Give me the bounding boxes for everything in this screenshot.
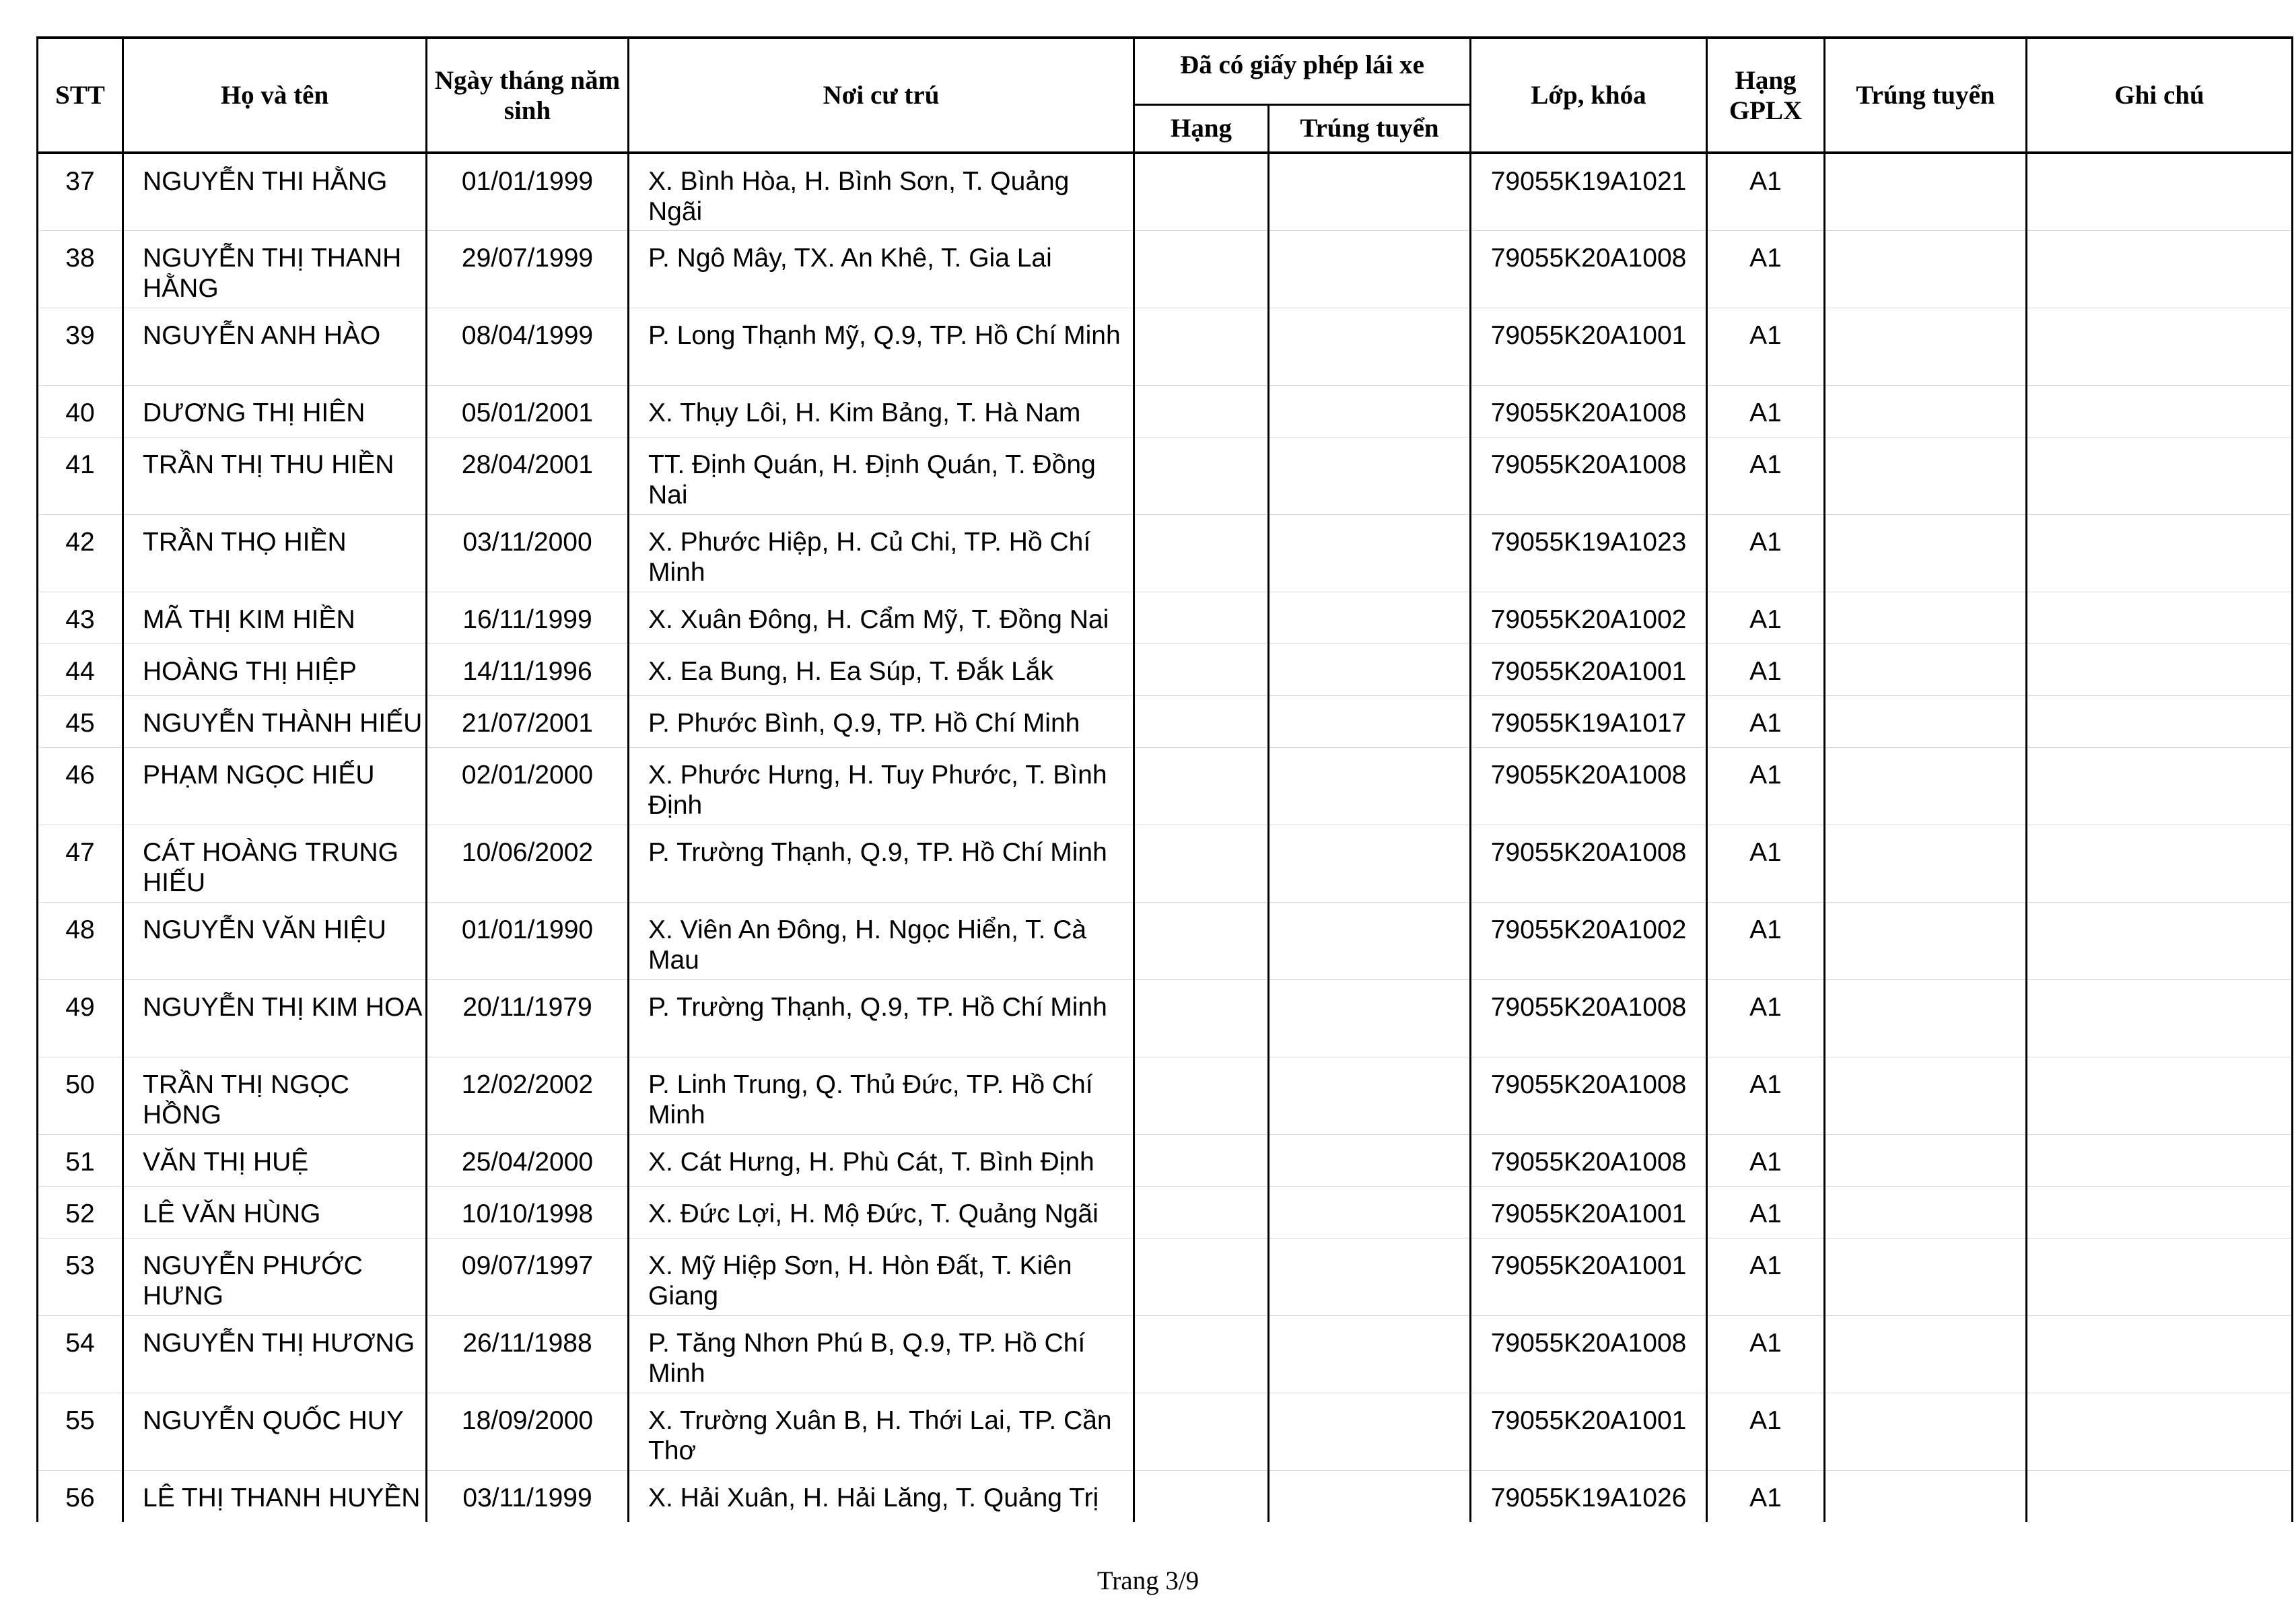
- row-stt: 44: [38, 643, 123, 695]
- row-class-course: 79055K19A1023: [1471, 514, 1707, 592]
- row-gplx-class: A1: [1707, 514, 1825, 592]
- row-residence: X. Mỹ Hiệp Sơn, H. Hòn Đất, T. Kiên Giang: [629, 1238, 1134, 1315]
- row-name: NGUYỄN VĂN HIỆU: [123, 902, 427, 979]
- row-class-course: 79055K20A1001: [1471, 1238, 1707, 1315]
- row-stt: 52: [38, 1186, 123, 1238]
- row-residence: X. Trường Xuân B, H. Thới Lai, TP. Cần Thơ: [629, 1393, 1134, 1470]
- row-dob: 05/01/2001: [427, 385, 629, 437]
- row-notes: [2027, 643, 2293, 695]
- row-stt: 40: [38, 385, 123, 437]
- header-name: Họ và tên: [123, 38, 427, 153]
- row-residence: X. Hải Xuân, H. Hải Lăng, T. Quảng Trị: [629, 1470, 1134, 1522]
- row-passed: [1825, 514, 2027, 592]
- row-class-course: 79055K20A1008: [1471, 437, 1707, 514]
- row-residence: P. Trường Thạnh, Q.9, TP. Hồ Chí Minh: [629, 825, 1134, 902]
- row-license-class: [1134, 230, 1269, 308]
- row-license-passed: [1269, 437, 1471, 514]
- row-license-passed: [1269, 514, 1471, 592]
- row-notes: [2027, 437, 2293, 514]
- table-row: [38, 1315, 2293, 1393]
- row-stt: 53: [38, 1238, 123, 1315]
- row-stt: 49: [38, 979, 123, 1057]
- row-notes: [2027, 1238, 2293, 1315]
- row-dob: 02/01/2000: [427, 747, 629, 825]
- table-row: [38, 1393, 2293, 1470]
- row-stt: 48: [38, 902, 123, 979]
- row-notes: [2027, 1186, 2293, 1238]
- row-gplx-class: A1: [1707, 1470, 1825, 1522]
- row-name: TRẦN THỊ THU HIỀN: [123, 437, 427, 514]
- row-passed: [1825, 153, 2027, 230]
- row-dob: 10/06/2002: [427, 825, 629, 902]
- row-name: PHẠM NGỌC HIẾU: [123, 747, 427, 825]
- row-gplx-class: A1: [1707, 1238, 1825, 1315]
- row-stt: 54: [38, 1315, 123, 1393]
- row-residence: X. Thụy Lôi, H. Kim Bảng, T. Hà Nam: [629, 385, 1134, 437]
- header-dob: Ngày tháng năm sinh: [427, 38, 629, 153]
- row-passed: [1825, 592, 2027, 643]
- row-passed: [1825, 230, 2027, 308]
- row-class-course: 79055K20A1008: [1471, 979, 1707, 1057]
- header-stt: STT: [38, 38, 123, 153]
- row-passed: [1825, 643, 2027, 695]
- row-license-class: [1134, 825, 1269, 902]
- row-class-course: 79055K20A1008: [1471, 1057, 1707, 1134]
- row-dob: 16/11/1999: [427, 592, 629, 643]
- table-row: [38, 153, 2293, 230]
- row-passed: [1825, 825, 2027, 902]
- row-dob: 25/04/2000: [427, 1134, 629, 1186]
- table-row: [38, 643, 2293, 695]
- row-license-passed: [1269, 825, 1471, 902]
- row-name: NGUYỄN THỊ HƯƠNG: [123, 1315, 427, 1393]
- row-name: CÁT HOÀNG TRUNG HIẾU: [123, 825, 427, 902]
- row-license-class: [1134, 437, 1269, 514]
- row-name: LÊ THỊ THANH HUYỀN: [123, 1470, 427, 1522]
- header-residence: Nơi cư trú: [629, 38, 1134, 153]
- table-row: [38, 1186, 2293, 1238]
- row-class-course: 79055K20A1008: [1471, 385, 1707, 437]
- table-row: [38, 437, 2293, 514]
- row-passed: [1825, 1315, 2027, 1393]
- row-license-class: [1134, 592, 1269, 643]
- table-row: [38, 230, 2293, 308]
- row-dob: 08/04/1999: [427, 308, 629, 385]
- row-license-passed: [1269, 385, 1471, 437]
- row-notes: [2027, 747, 2293, 825]
- row-license-class: [1134, 153, 1269, 230]
- row-dob: 01/01/1999: [427, 153, 629, 230]
- row-name: DƯƠNG THỊ HIÊN: [123, 385, 427, 437]
- row-passed: [1825, 695, 2027, 747]
- table-body: [38, 153, 2293, 1522]
- row-dob: 03/11/1999: [427, 1470, 629, 1522]
- row-name: LÊ VĂN HÙNG: [123, 1186, 427, 1238]
- row-gplx-class: A1: [1707, 747, 1825, 825]
- row-residence: P. Ngô Mây, TX. An Khê, T. Gia Lai: [629, 230, 1134, 308]
- row-class-course: 79055K20A1008: [1471, 1134, 1707, 1186]
- table-row: [38, 902, 2293, 979]
- row-class-course: 79055K20A1008: [1471, 825, 1707, 902]
- row-dob: 18/09/2000: [427, 1393, 629, 1470]
- row-name: MÃ THỊ KIM HIỀN: [123, 592, 427, 643]
- row-notes: [2027, 825, 2293, 902]
- row-license-passed: [1269, 1315, 1471, 1393]
- row-license-class: [1134, 747, 1269, 825]
- row-license-passed: [1269, 747, 1471, 825]
- table-row: [38, 747, 2293, 825]
- row-gplx-class: A1: [1707, 592, 1825, 643]
- row-passed: [1825, 1393, 2027, 1470]
- table-header: [38, 38, 2293, 153]
- row-stt: 47: [38, 825, 123, 902]
- header-notes: Ghi chú: [2027, 38, 2293, 153]
- row-residence: X. Ea Bung, H. Ea Súp, T. Đắk Lắk: [629, 643, 1134, 695]
- row-residence: P. Linh Trung, Q. Thủ Đức, TP. Hồ Chí Minh: [629, 1057, 1134, 1134]
- row-passed: [1825, 1238, 2027, 1315]
- row-residence: X. Viên An Đông, H. Ngọc Hiển, T. Cà Mau: [629, 902, 1134, 979]
- row-name: NGUYỄN QUỐC HUY: [123, 1393, 427, 1470]
- row-gplx-class: A1: [1707, 902, 1825, 979]
- row-license-class: [1134, 1057, 1269, 1134]
- row-license-class: [1134, 1238, 1269, 1315]
- row-license-passed: [1269, 979, 1471, 1057]
- row-class-course: 79055K19A1021: [1471, 153, 1707, 230]
- row-name: NGUYỄN THÀNH HIẾU: [123, 695, 427, 747]
- row-residence: X. Phước Hưng, H. Tuy Phước, T. Bình Định: [629, 747, 1134, 825]
- row-notes: [2027, 1470, 2293, 1522]
- row-class-course: 79055K20A1002: [1471, 902, 1707, 979]
- row-license-passed: [1269, 1186, 1471, 1238]
- row-residence: P. Phước Bình, Q.9, TP. Hồ Chí Minh: [629, 695, 1134, 747]
- row-dob: 10/10/1998: [427, 1186, 629, 1238]
- row-gplx-class: A1: [1707, 437, 1825, 514]
- row-gplx-class: A1: [1707, 1057, 1825, 1134]
- row-license-class: [1134, 385, 1269, 437]
- row-residence: P. Tăng Nhơn Phú B, Q.9, TP. Hồ Chí Minh: [629, 1315, 1134, 1393]
- row-license-class: [1134, 514, 1269, 592]
- header-passed: Trúng tuyển: [1825, 38, 2027, 153]
- row-class-course: 79055K20A1001: [1471, 643, 1707, 695]
- row-dob: 21/07/2001: [427, 695, 629, 747]
- row-license-class: [1134, 1186, 1269, 1238]
- row-license-passed: [1269, 153, 1471, 230]
- row-stt: 38: [38, 230, 123, 308]
- row-license-passed: [1269, 1134, 1471, 1186]
- row-passed: [1825, 1134, 2027, 1186]
- row-gplx-class: A1: [1707, 1134, 1825, 1186]
- row-class-course: 79055K19A1026: [1471, 1470, 1707, 1522]
- row-residence: P. Long Thạnh Mỹ, Q.9, TP. Hồ Chí Minh: [629, 308, 1134, 385]
- row-license-passed: [1269, 902, 1471, 979]
- row-class-course: 79055K20A1001: [1471, 1186, 1707, 1238]
- table-row: [38, 308, 2293, 385]
- row-residence: X. Đức Lợi, H. Mộ Đức, T. Quảng Ngãi: [629, 1186, 1134, 1238]
- row-name: NGUYỄN THỊ KIM HOA: [123, 979, 427, 1057]
- row-license-passed: [1269, 1393, 1471, 1470]
- row-stt: 42: [38, 514, 123, 592]
- row-passed: [1825, 747, 2027, 825]
- row-class-course: 79055K20A1001: [1471, 308, 1707, 385]
- row-license-class: [1134, 308, 1269, 385]
- row-license-passed: [1269, 1470, 1471, 1522]
- row-license-class: [1134, 979, 1269, 1057]
- row-license-class: [1134, 1134, 1269, 1186]
- row-residence: X. Xuân Đông, H. Cẩm Mỹ, T. Đồng Nai: [629, 592, 1134, 643]
- table-row: [38, 825, 2293, 902]
- header-class-course: Lớp, khóa: [1471, 38, 1707, 153]
- table-row: [38, 979, 2293, 1057]
- header-license-passed: Trúng tuyển: [1269, 104, 1471, 153]
- row-stt: 55: [38, 1393, 123, 1470]
- row-stt: 41: [38, 437, 123, 514]
- row-passed: [1825, 1186, 2027, 1238]
- row-dob: 12/02/2002: [427, 1057, 629, 1134]
- row-gplx-class: A1: [1707, 825, 1825, 902]
- row-license-passed: [1269, 695, 1471, 747]
- row-class-course: 79055K20A1002: [1471, 592, 1707, 643]
- header-license-group: Đã có giấy phép lái xe: [1134, 38, 1471, 104]
- table-row: [38, 1470, 2293, 1522]
- row-dob: 03/11/2000: [427, 514, 629, 592]
- row-passed: [1825, 1470, 2027, 1522]
- row-stt: 37: [38, 153, 123, 230]
- row-stt: 39: [38, 308, 123, 385]
- row-license-passed: [1269, 230, 1471, 308]
- row-class-course: 79055K20A1008: [1471, 747, 1707, 825]
- row-license-class: [1134, 695, 1269, 747]
- row-class-course: 79055K20A1008: [1471, 1315, 1707, 1393]
- row-dob: 29/07/1999: [427, 230, 629, 308]
- row-notes: [2027, 1134, 2293, 1186]
- row-name: NGUYỄN THỊ THANH HẰNG: [123, 230, 427, 308]
- header-license-class: Hạng: [1134, 104, 1269, 153]
- table-row: [38, 1134, 2293, 1186]
- row-passed: [1825, 1057, 2027, 1134]
- row-gplx-class: A1: [1707, 230, 1825, 308]
- row-dob: 20/11/1979: [427, 979, 629, 1057]
- row-passed: [1825, 979, 2027, 1057]
- row-notes: [2027, 902, 2293, 979]
- row-stt: 46: [38, 747, 123, 825]
- row-dob: 14/11/1996: [427, 643, 629, 695]
- roster-table: [36, 36, 2293, 1522]
- row-notes: [2027, 308, 2293, 385]
- row-notes: [2027, 695, 2293, 747]
- row-residence: P. Trường Thạnh, Q.9, TP. Hồ Chí Minh: [629, 979, 1134, 1057]
- row-dob: 01/01/1990: [427, 902, 629, 979]
- row-stt: 56: [38, 1470, 123, 1522]
- row-license-passed: [1269, 1238, 1471, 1315]
- row-name: NGUYỄN ANH HÀO: [123, 308, 427, 385]
- row-passed: [1825, 308, 2027, 385]
- row-stt: 51: [38, 1134, 123, 1186]
- table-row: [38, 592, 2293, 643]
- row-gplx-class: A1: [1707, 1393, 1825, 1470]
- row-license-class: [1134, 1315, 1269, 1393]
- row-notes: [2027, 979, 2293, 1057]
- row-name: VĂN THỊ HUỆ: [123, 1134, 427, 1186]
- row-class-course: 79055K20A1001: [1471, 1393, 1707, 1470]
- row-notes: [2027, 1393, 2293, 1470]
- row-notes: [2027, 592, 2293, 643]
- table-row: [38, 695, 2293, 747]
- row-gplx-class: A1: [1707, 153, 1825, 230]
- row-gplx-class: A1: [1707, 1315, 1825, 1393]
- row-class-course: 79055K19A1017: [1471, 695, 1707, 747]
- row-passed: [1825, 385, 2027, 437]
- header-gplx-class: Hạng GPLX: [1707, 38, 1825, 153]
- row-gplx-class: A1: [1707, 643, 1825, 695]
- page-number: Trang 3/9: [1097, 1566, 1199, 1595]
- row-gplx-class: A1: [1707, 979, 1825, 1057]
- row-residence: X. Bình Hòa, H. Bình Sơn, T. Quảng Ngãi: [629, 153, 1134, 230]
- row-passed: [1825, 902, 2027, 979]
- row-dob: 09/07/1997: [427, 1238, 629, 1315]
- row-stt: 45: [38, 695, 123, 747]
- row-dob: 26/11/1988: [427, 1315, 629, 1393]
- table-row: [38, 385, 2293, 437]
- row-notes: [2027, 153, 2293, 230]
- row-notes: [2027, 385, 2293, 437]
- row-name: TRẦN THỊ NGỌC HỒNG: [123, 1057, 427, 1134]
- row-class-course: 79055K20A1008: [1471, 230, 1707, 308]
- row-name: NGUYỄN PHƯỚC HƯNG: [123, 1238, 427, 1315]
- row-notes: [2027, 1057, 2293, 1134]
- row-name: TRẦN THỌ HIỀN: [123, 514, 427, 592]
- row-license-class: [1134, 902, 1269, 979]
- row-license-passed: [1269, 308, 1471, 385]
- table-row: [38, 1057, 2293, 1134]
- row-license-passed: [1269, 592, 1471, 643]
- row-residence: TT. Định Quán, H. Định Quán, T. Đồng Nai: [629, 437, 1134, 514]
- row-stt: 50: [38, 1057, 123, 1134]
- row-gplx-class: A1: [1707, 385, 1825, 437]
- row-notes: [2027, 514, 2293, 592]
- row-gplx-class: A1: [1707, 695, 1825, 747]
- row-license-class: [1134, 643, 1269, 695]
- row-license-passed: [1269, 1057, 1471, 1134]
- row-stt: 43: [38, 592, 123, 643]
- row-notes: [2027, 1315, 2293, 1393]
- row-license-passed: [1269, 643, 1471, 695]
- row-notes: [2027, 230, 2293, 308]
- table-row: [38, 1238, 2293, 1315]
- row-passed: [1825, 437, 2027, 514]
- row-name: HOÀNG THỊ HIỆP: [123, 643, 427, 695]
- row-name: NGUYỄN THI HẰNG: [123, 153, 427, 230]
- row-residence: X. Cát Hưng, H. Phù Cát, T. Bình Định: [629, 1134, 1134, 1186]
- row-gplx-class: A1: [1707, 1186, 1825, 1238]
- row-license-class: [1134, 1393, 1269, 1470]
- row-residence: X. Phước Hiệp, H. Củ Chi, TP. Hồ Chí Minh: [629, 514, 1134, 592]
- table-row: [38, 514, 2293, 592]
- row-dob: 28/04/2001: [427, 437, 629, 514]
- row-license-class: [1134, 1470, 1269, 1522]
- row-gplx-class: A1: [1707, 308, 1825, 385]
